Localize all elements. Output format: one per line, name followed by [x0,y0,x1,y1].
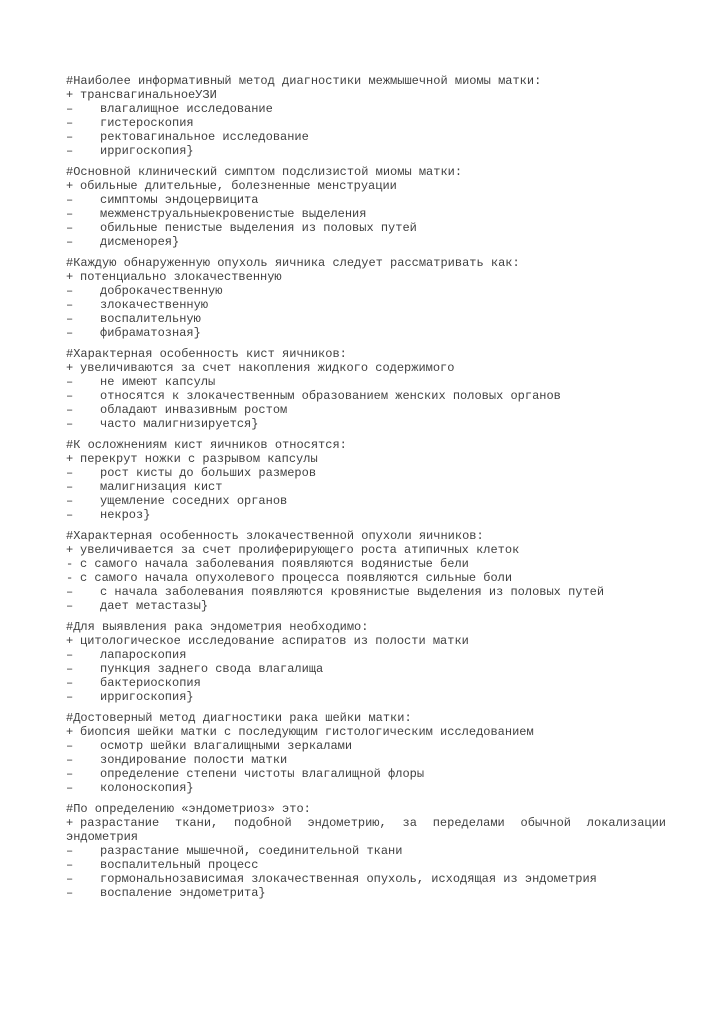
answer-option [66,508,666,522]
answer-option [66,480,666,494]
option-marker: – [66,207,74,221]
option-text: ректовагинальное исследование [100,130,309,144]
answer-option [66,298,666,312]
option-marker: - [66,571,74,585]
answer-option [66,844,666,858]
option-text: воспалительный процесс [100,858,259,872]
option-marker: – [66,753,74,767]
question-block [66,711,666,795]
answer-option [66,767,666,781]
option-text: обильные длительные, болезненные менструации [80,179,397,193]
option-text: колоноскопия} [100,781,194,795]
question-text: #Наиболее информативный метод диагностики межмышечной миомы матки: [66,74,542,88]
question-text: #По определению «эндометриоз» это: [66,802,311,816]
option-marker: + [66,816,74,830]
option-marker: – [66,298,74,312]
answer-correct [66,452,666,466]
option-marker: – [66,466,74,480]
answer-correct [66,725,666,739]
question-text: #Для выявления рака эндометрия необходимо: [66,620,369,634]
option-marker: – [66,193,74,207]
answer-option [66,872,666,886]
question-block [66,165,666,249]
option-text: фибраматозная} [100,326,201,340]
option-text: малигнизация кист [100,480,223,494]
option-marker: – [66,508,74,522]
answer-option [66,662,666,676]
options-list [66,270,666,340]
question-text: #Характерная особенность кист яичников: [66,347,347,361]
option-text: обильные пенистые выделения из половых путей [100,221,417,235]
answer-option [66,375,666,389]
answer-option [66,417,666,431]
option-marker: + [66,88,74,102]
option-marker: – [66,690,74,704]
option-text: воспаление эндометрита} [100,886,266,900]
option-marker: + [66,270,74,284]
option-text: с самого начала заболевания появляются водянистые бели [80,557,469,571]
answer-option [66,494,666,508]
options-list [66,816,666,900]
option-marker: – [66,102,74,116]
option-text: дисменорея} [100,235,180,249]
option-marker: – [66,403,74,417]
option-text: обладают инвазивным ростом [100,403,288,417]
answer-correct [66,179,666,193]
answer-option [66,466,666,480]
options-list [66,634,666,704]
option-text: цитологическое исследование аспиратов из полости матки [80,634,469,648]
option-text: бактериоскопия [100,676,201,690]
answer-correct [66,634,666,648]
answer-option [66,389,666,403]
answer-correct [66,270,666,284]
option-marker: – [66,858,74,872]
option-text: пункция заднего свода влагалища [100,662,324,676]
option-marker: + [66,179,74,193]
question-text: #Достоверный метод диагностики рака шейки матки: [66,711,412,725]
option-text: гистероскопия [100,116,194,130]
answer-option [66,648,666,662]
question-block [66,256,666,340]
option-marker: – [66,375,74,389]
option-marker: – [66,312,74,326]
answer-option [66,221,666,235]
option-marker: + [66,725,74,739]
options-list [66,725,666,795]
option-text: ирригоскопия} [100,690,194,704]
option-text: влагалищное исследование [100,102,273,116]
answer-option [66,193,666,207]
answer-option [66,886,666,900]
option-marker: – [66,662,74,676]
options-list [66,543,666,613]
answer-option [66,326,666,340]
answer-option [66,557,666,571]
option-marker: – [66,781,74,795]
answer-option [66,858,666,872]
option-text: симптомы эндоцервицита [100,193,259,207]
option-marker: – [66,144,74,158]
option-text: с самого начала опухолевого процесса появляются сильные боли [80,571,513,585]
option-text: разрастание ткани, подобной эндометрию, за переделами обычной локализации эндометрия [66,816,666,844]
option-marker: – [66,284,74,298]
answer-option [66,130,666,144]
option-marker: - [66,557,74,571]
option-text: зондирование полости матки [100,753,288,767]
option-text: увеличиваются за счет накопления жидкого содержимого [80,361,455,375]
answer-correct [66,361,666,375]
answer-correct [66,816,666,844]
option-text: ущемление соседних органов [100,494,288,508]
question-text: #Характерная особенность злокачественной опухоли яичников: [66,529,484,543]
answer-option [66,753,666,767]
option-marker: – [66,116,74,130]
answer-option [66,599,666,613]
options-list [66,88,666,158]
option-text: рост кисты до больших размеров [100,466,317,480]
option-text: биопсия шейки матки с последующим гистологическим исследованием [80,725,534,739]
answer-option [66,403,666,417]
answer-option [66,739,666,753]
question-text: #Каждую обнаруженную опухоль яичника следует рассматривать как: [66,256,520,270]
option-text: гормональнозависимая злокачественная опухоль, исходящая из эндометрия [100,872,597,886]
answer-option [66,571,666,585]
answer-correct [66,543,666,557]
question-block [66,347,666,431]
option-text: лапароскопия [100,648,187,662]
question-block [66,438,666,522]
option-text: злокачественную [100,298,209,312]
option-text: увеличивается за счет пролиферирующего роста атипичных клеток [80,543,520,557]
question-block [66,529,666,613]
option-text: осмотр шейки влагалищными зеркалами [100,739,353,753]
options-list [66,452,666,522]
option-text: относятся к злокачественным образованием женских половых органов [100,389,561,403]
question-block [66,802,666,900]
option-marker: – [66,389,74,403]
document-body [66,74,666,900]
option-marker: + [66,361,74,375]
answer-option [66,312,666,326]
option-text: доброкачественную [100,284,223,298]
option-text: потенциально злокачественную [80,270,282,284]
option-marker: – [66,221,74,235]
option-text: межменструальныекровенистые выделения [100,207,367,221]
answer-option [66,284,666,298]
answer-option [66,116,666,130]
option-text: часто малигнизируется} [100,417,259,431]
option-text: определение степени чистоты влагалищной флоры [100,767,425,781]
option-marker: – [66,844,74,858]
option-marker: – [66,417,74,431]
answer-option [66,235,666,249]
option-marker: – [66,599,74,613]
answer-option [66,676,666,690]
question-block [66,74,666,158]
option-text: перекрут ножки с разрывом капсулы [80,452,318,466]
option-text: воспалительную [100,312,201,326]
options-list [66,179,666,249]
option-marker: + [66,634,74,648]
option-marker: – [66,886,74,900]
option-marker: – [66,494,74,508]
option-marker: – [66,767,74,781]
option-text: разрастание мышечной, соединительной ткани [100,844,403,858]
answer-option [66,585,666,599]
answer-correct [66,88,666,102]
option-marker: – [66,739,74,753]
option-text: трансвагинальноеУЗИ [80,88,217,102]
question-block [66,620,666,704]
option-marker: + [66,452,74,466]
option-text: некроз} [100,508,151,522]
answer-option [66,781,666,795]
answer-option [66,207,666,221]
option-marker: + [66,543,74,557]
option-marker: – [66,648,74,662]
option-text: дает метастазы} [100,599,209,613]
option-marker: – [66,676,74,690]
question-text: #К осложнениям кист яичников относятся: [66,438,347,452]
answer-option [66,144,666,158]
option-marker: – [66,326,74,340]
answer-option [66,102,666,116]
option-marker: – [66,235,74,249]
options-list [66,361,666,431]
option-marker: – [66,872,74,886]
option-marker: – [66,585,74,599]
option-text: не имеют капсулы [100,375,216,389]
option-text: с начала заболевания появляются кровянистые выделения из половых путей [100,585,605,599]
option-marker: – [66,130,74,144]
answer-option [66,690,666,704]
option-text: ирригоскопия} [100,144,194,158]
option-marker: – [66,480,74,494]
question-text: #Основной клинический симптом подслизистой миомы матки: [66,165,463,179]
